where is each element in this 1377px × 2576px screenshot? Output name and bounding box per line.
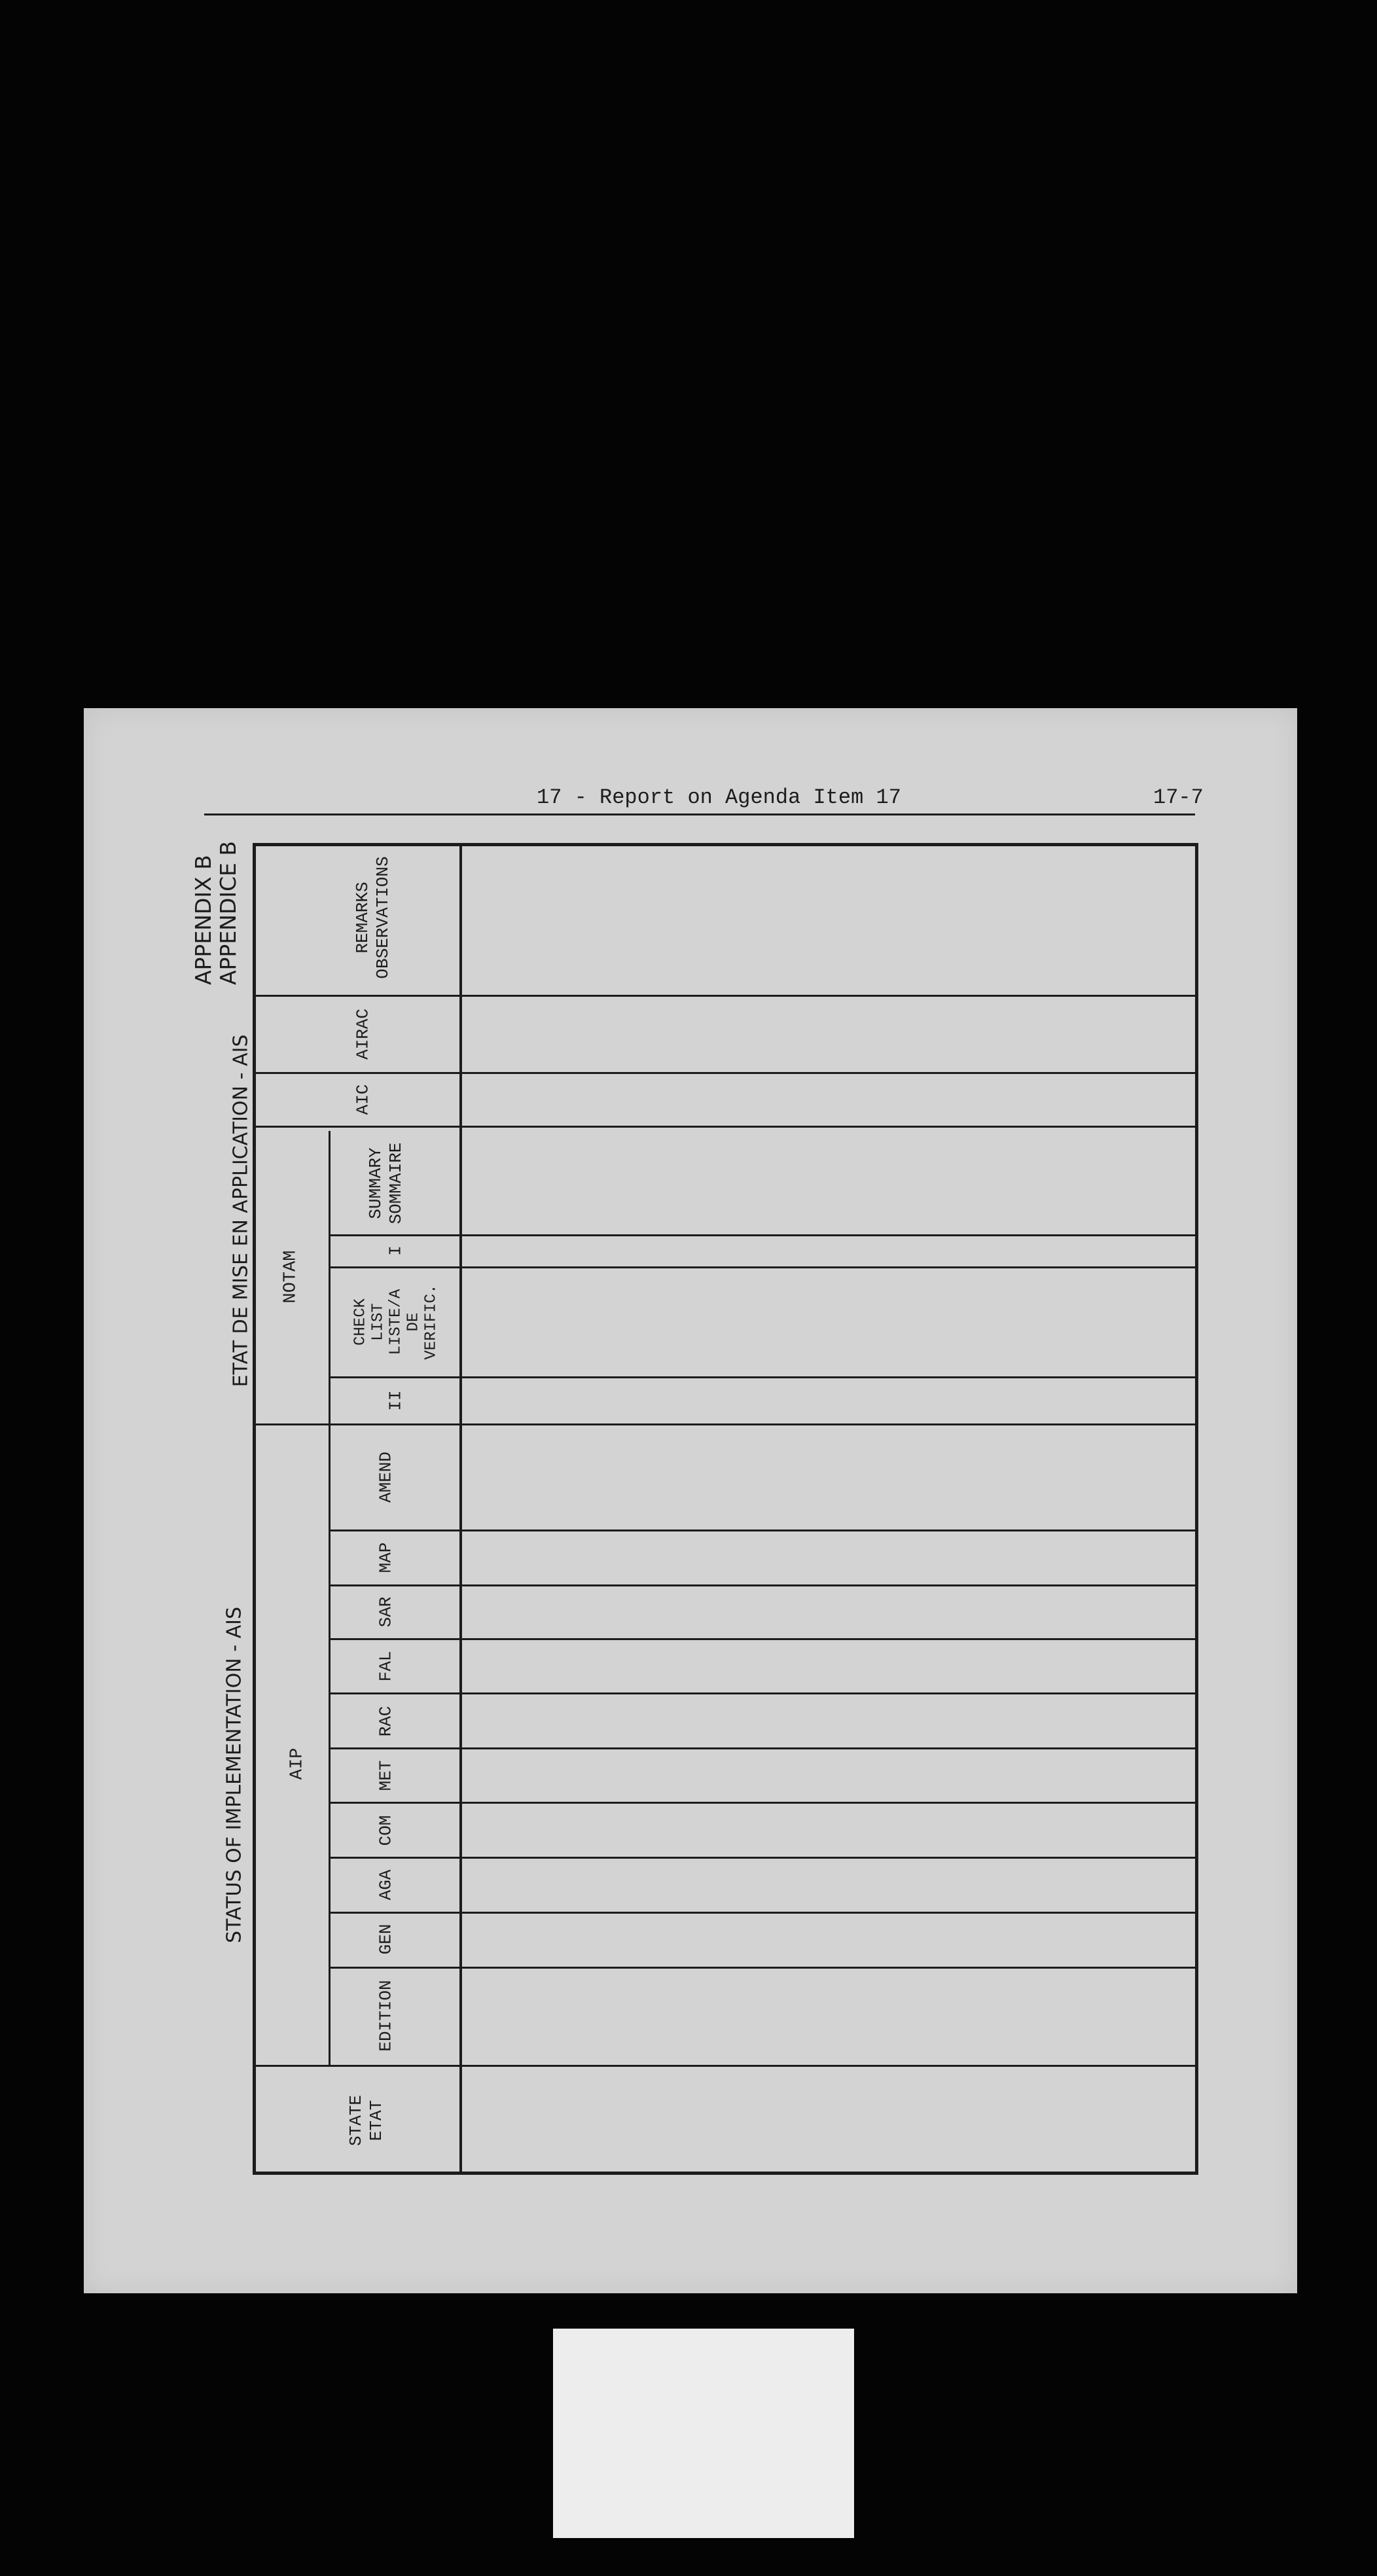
row-line-rac-met [329, 1747, 1198, 1749]
appendix-en: APPENDIX B [190, 855, 216, 986]
row-line-fal-rac [329, 1692, 1198, 1694]
col-amend: AMEND [376, 1451, 396, 1503]
row-line-remarks-airac [253, 995, 1198, 997]
col-edition: EDITION [376, 1980, 396, 2052]
row-line-aic-notam [253, 1126, 1198, 1128]
col-airac: AIRAC [353, 1008, 373, 1060]
row-line-met-com [329, 1802, 1198, 1804]
table-border-right [1195, 843, 1198, 2175]
header-rule [204, 814, 1195, 815]
row-line-sar-fal [329, 1638, 1198, 1640]
col-state: STATE ETAT [346, 2094, 386, 2147]
page-title: 17 - Report on Agenda Item 17 [537, 785, 901, 810]
notam-group-separator [329, 1131, 331, 1425]
row-line-aga-gen [329, 1912, 1198, 1914]
appendix-fr: APPENDICE B [215, 840, 241, 986]
table-border-top [253, 843, 1198, 846]
row-line-checklist-ii [329, 1376, 1198, 1378]
row-line-summary-i [329, 1234, 1198, 1236]
group-aip: AIP [287, 1747, 308, 1780]
row-line-i-checklist [329, 1266, 1198, 1268]
title-en: STATUS OF IMPLEMENTATION - AIS [223, 1607, 246, 1943]
appendix-label [191, 841, 241, 985]
col-fal: FAL [376, 1651, 396, 1682]
col-summary: SUMMARY SOMMAIRE [366, 1142, 406, 1225]
document-page [84, 708, 1297, 2293]
row-line-gen-edition [329, 1967, 1198, 1969]
group-notam: NOTAM [281, 1250, 301, 1304]
row-line-notam-aip [253, 1423, 1198, 1425]
col-aic: AIC [353, 1084, 373, 1115]
col-checklist: CHECK LIST LISTE/A DE VERIFIC. [351, 1284, 440, 1360]
col-sar: SAR [376, 1596, 396, 1628]
col-remarks: REMARKS OBSERVATIONS [353, 856, 393, 979]
row-line-aip-state [253, 2065, 1198, 2067]
title-fr: ETAT DE MISE EN APPLICATION - AIS [229, 1034, 253, 1387]
col-rac: RAC [376, 1706, 396, 1737]
row-line-com-aga [329, 1857, 1198, 1859]
table-border-left [253, 843, 256, 2175]
aip-group-separator [329, 1425, 331, 2067]
col-map: MAP [376, 1542, 396, 1573]
page-number: 17-7 [1153, 785, 1204, 810]
col-ii: II [385, 1390, 406, 1411]
blank-card [553, 2329, 854, 2538]
col-gen: GEN [376, 1923, 396, 1955]
row-line-amend-map [329, 1530, 1198, 1531]
col-aga: AGA [376, 1869, 396, 1901]
header-body-separator [459, 843, 462, 2175]
col-met: MET [376, 1760, 396, 1791]
table-border-bottom [253, 2172, 1198, 2175]
col-i: I [385, 1245, 406, 1256]
row-line-map-sar [329, 1584, 1198, 1586]
col-com: COM [376, 1815, 396, 1846]
row-line-airac-aic [253, 1072, 1198, 1074]
